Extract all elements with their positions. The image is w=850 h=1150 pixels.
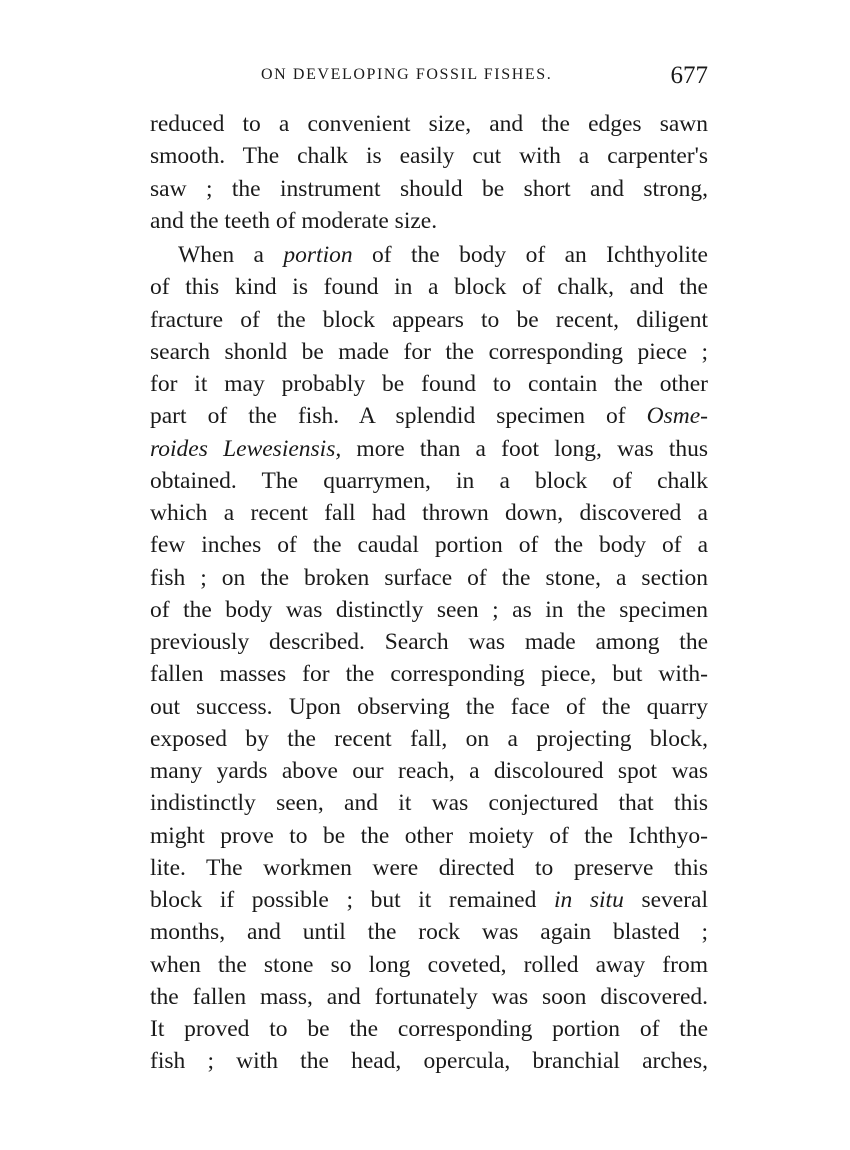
text-segment: for it may probably be found to contain the other	[150, 371, 708, 397]
text-segment: might prove to be the other moiety of the Ichthyo-	[150, 822, 708, 849]
text-segment: of this kind is found in a block of chalk, and the	[150, 274, 708, 301]
text-segment: fish ; on the broken surface of the stone, a section	[150, 564, 708, 591]
text-line	[150, 787, 708, 819]
text-segment: several	[623, 887, 709, 913]
body-text	[150, 108, 708, 1078]
italic-text: portion	[283, 242, 353, 268]
text-segment: part of the fish. A splendid specimen of	[150, 403, 647, 430]
text-segment: which a recent fall had thrown down, discovered a	[150, 500, 708, 526]
text-line	[150, 981, 708, 1013]
text-line	[150, 658, 708, 690]
text-line	[150, 691, 708, 723]
text-segment: smooth. The chalk is easily cut with a carpenter's	[150, 143, 708, 170]
text-line	[150, 562, 708, 594]
text-segment: block if possible ; but it remained	[150, 887, 554, 913]
text-segment: when the stone so long coveted, rolled away from	[150, 951, 708, 978]
text-line	[150, 400, 708, 432]
text-segment: indistinctly seen, and it was conjectured that this	[150, 790, 708, 817]
text-segment: the fallen mass, and fortunately was soon discovered.	[150, 983, 708, 1010]
text-segment: lite. The workmen were directed to preserve this	[150, 854, 708, 881]
text-segment: few inches of the caudal portion of the body of a	[150, 532, 708, 559]
text-segment: fracture of the block appears to be recent, diligent	[150, 306, 708, 333]
text-line	[150, 529, 708, 561]
text-line	[150, 1013, 708, 1045]
text-segment: out success. Upon observing the face of the quarry	[150, 693, 708, 720]
text-line	[150, 108, 708, 140]
text-line	[150, 239, 708, 271]
text-line	[150, 336, 708, 368]
text-line	[150, 271, 708, 303]
text-segment: When a	[178, 242, 284, 268]
text-line	[150, 949, 708, 981]
text-segment: fallen masses for the corresponding piece, but with-	[150, 661, 708, 688]
text-line	[150, 173, 708, 205]
italic-text: roides Lewesiensis,	[150, 435, 342, 462]
text-line	[150, 368, 708, 400]
text-line	[150, 1045, 708, 1077]
text-line	[150, 497, 708, 529]
text-segment: It proved to be the corresponding portion of the	[150, 1016, 708, 1042]
italic-text: Osme-	[646, 403, 708, 430]
text-line	[150, 205, 708, 237]
page-number: 677	[670, 62, 708, 89]
text-line	[150, 304, 708, 336]
text-segment: fish ; with the head, opercula, branchial arches,	[150, 1048, 708, 1075]
text-line	[150, 140, 708, 172]
text-line	[150, 755, 708, 787]
text-segment: obtained. The quarrymen, in a block of chalk	[150, 467, 708, 494]
text-segment: exposed by the recent fall, on a projecting block,	[150, 725, 708, 752]
text-segment: many yards above our reach, a discoloured spot was	[150, 758, 708, 784]
text-segment: months, and until the rock was again blasted ;	[150, 919, 708, 946]
text-line	[150, 723, 708, 755]
text-segment: of the body of an Ichthyolite	[352, 242, 708, 268]
text-segment: reduced to a convenient size, and the edges sawn	[150, 111, 708, 137]
running-head	[150, 62, 710, 92]
text-segment: and the teeth of moderate size.	[150, 207, 438, 234]
text-segment: previously described. Search was made among the	[150, 629, 708, 655]
text-segment: saw ; the instrument should be short and strong,	[150, 175, 708, 202]
text-segment: of the body was distinctly seen ; as in the specimen	[150, 596, 708, 623]
text-line	[150, 852, 708, 884]
text-line	[150, 626, 708, 658]
text-line	[150, 916, 708, 948]
text-segment: more than a foot long, was thus	[341, 435, 708, 462]
text-line	[150, 594, 708, 626]
italic-text: in situ	[553, 887, 624, 913]
text-segment: search shonld be made for the corresponding piece ;	[150, 338, 708, 365]
text-line	[150, 820, 708, 852]
text-line	[150, 465, 708, 497]
text-line	[150, 433, 708, 465]
running-title: ON DEVELOPING FOSSIL FISHES.	[261, 66, 553, 83]
text-line	[150, 884, 708, 916]
